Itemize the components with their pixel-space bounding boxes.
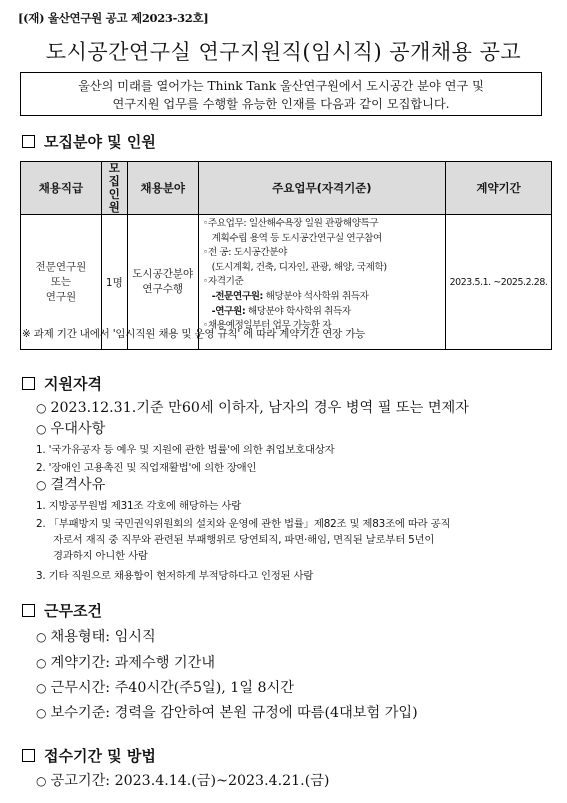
disqualification-item-2: 2. 「부패방지 및 국민권익위원회의 설치와 운영에 관한 법률」제82조 및 제83조에 따라 공직: [36, 518, 451, 530]
duty-line: 해당분야 학사학위 취득자: [247, 305, 351, 317]
bullet-text: 계약기간: 과제수행 기간내: [50, 655, 216, 671]
bullet-disqualification: [36, 474, 105, 494]
section-heading-application: [22, 745, 156, 766]
intro-box: [20, 72, 542, 116]
col-header-count: 모집 인원: [101, 162, 127, 215]
field-text: 연구수행: [142, 283, 183, 295]
document-title: 도시공간연구실 연구지원직(임시직) 공개채용 공고: [45, 40, 522, 64]
duty-line: 해당분야 석사학위 취득자: [265, 290, 369, 302]
section-heading-text: 접수기간 및 방법: [44, 747, 156, 765]
field-text: 도시공간분야: [132, 268, 194, 280]
cell-count: 1명: [101, 215, 127, 350]
preference-item-1: 1. '국가유공자 등 예우 및 지원에 관한 법률'에 의한 취업보호대상자: [36, 444, 335, 456]
preference-item-2: 2. '장애인 고용촉진 및 직업재활법'에 의한 장애인: [36, 462, 257, 474]
disqualification-item-2-cont: 자로서 재직 중 직무와 관련된 부패행위로 당연퇴직, 파면·해임, 면직된 날로부터 5년이: [53, 534, 435, 546]
disqualification-item-2-cont: 경과하지 아니한 사람: [53, 550, 148, 562]
circle-bullet-icon: ○: [36, 774, 47, 788]
bullet-contract-period: [36, 652, 215, 672]
square-bullet-icon: [22, 749, 35, 762]
bullet-text: 채용형태: 임시직: [50, 629, 156, 645]
circle-bullet-icon: ○: [36, 706, 47, 720]
table-note: ※ 과제 기간 내에서 '임시직원 채용 및 운영 규칙' 에 따라 계약기간 연장 가능: [22, 328, 366, 340]
notice-number: [(재) 울산연구원 공고 제2023-32호]: [18, 11, 209, 25]
bullet-preference: [36, 418, 105, 438]
bullet-working-hours: [36, 677, 294, 697]
section-heading-recruitment: [22, 131, 156, 152]
duty-line: 계획수립 용역 등 도시공간연구실 연구참여: [211, 232, 382, 244]
bullet-age: [36, 397, 469, 417]
col-header-position: 채용직급: [21, 162, 102, 215]
position-text: 또는: [50, 275, 72, 288]
bullet-notice-period: [36, 770, 329, 790]
circle-bullet-icon: ○: [36, 681, 47, 695]
bullet-text: 근무시간: 주40시간(주5일), 1일 8시간: [50, 680, 294, 696]
bullet-employment-type: [36, 626, 156, 646]
square-bullet-icon: [22, 135, 35, 148]
position-text: 연구원: [45, 290, 77, 303]
col-header-period: 계약기간: [446, 162, 552, 215]
recruitment-table: [20, 161, 552, 350]
section-heading-text: 모집분야 및 인원: [44, 133, 156, 151]
duty-line: ◦전 공: 도시공간분야: [202, 247, 287, 259]
disqualification-item-3: 3. 기타 직원으로 채용함이 현저하게 부적당하다고 인정된 사람: [36, 570, 314, 582]
bullet-text: 보수기준: 경력을 감안하여 본원 규정에 따름(4대보험 가입): [50, 705, 418, 721]
disqualification-item-1: 1. 지방공무원법 제31조 각호에 해당하는 사람: [36, 500, 242, 512]
position-text: 전문연구원: [35, 260, 87, 273]
duty-line: ◦자격기준: [202, 276, 244, 288]
bullet-text: 공고기간: 2023.4.14.(금)~2023.4.21.(금): [50, 773, 330, 789]
table-header-row: [21, 162, 552, 215]
intro-line-1: 울산의 미래를 열어가는 Think Tank 울산연구원에서 도시공간 분야 연구 및: [78, 79, 484, 93]
section-heading-text: 근무조건: [44, 602, 102, 620]
bullet-text: 우대사항: [50, 421, 106, 437]
bullet-text: 2023.12.31.기준 만60세 이하자, 남자의 경우 병역 필 또는 면제자: [50, 400, 469, 416]
duty-label: -전문연구원:: [211, 290, 263, 302]
circle-bullet-icon: ○: [36, 422, 47, 436]
col-header-field: 채용분야: [127, 162, 198, 215]
cell-period: 2023.5.1. ~2025.2.28.: [446, 215, 552, 350]
bullet-pay: [36, 702, 418, 722]
duty-line: ◦주요업무: 일산해수욕장 일원 관광해양특구: [202, 218, 379, 229]
section-heading-eligibility: [22, 373, 102, 394]
section-heading-text: 지원자격: [44, 375, 102, 393]
duty-line: (도시계획, 건축, 디자인, 관광, 해양, 국제학): [211, 261, 387, 273]
circle-bullet-icon: ○: [36, 478, 47, 492]
duty-line: ◦채용예정일부터 업무 가능한 자: [202, 320, 332, 332]
section-heading-conditions: [22, 600, 102, 621]
circle-bullet-icon: ○: [36, 630, 47, 644]
intro-line-2: 연구지원 업무를 수행할 유능한 인재를 다음과 같이 모집합니다.: [112, 97, 450, 111]
square-bullet-icon: [22, 604, 35, 617]
bullet-text: 결격사유: [50, 477, 106, 493]
col-header-duties: 주요업무(자격기준): [198, 162, 445, 215]
circle-bullet-icon: ○: [36, 656, 47, 670]
duty-label: -연구원:: [211, 305, 246, 317]
square-bullet-icon: [22, 377, 35, 390]
circle-bullet-icon: ○: [36, 401, 47, 415]
